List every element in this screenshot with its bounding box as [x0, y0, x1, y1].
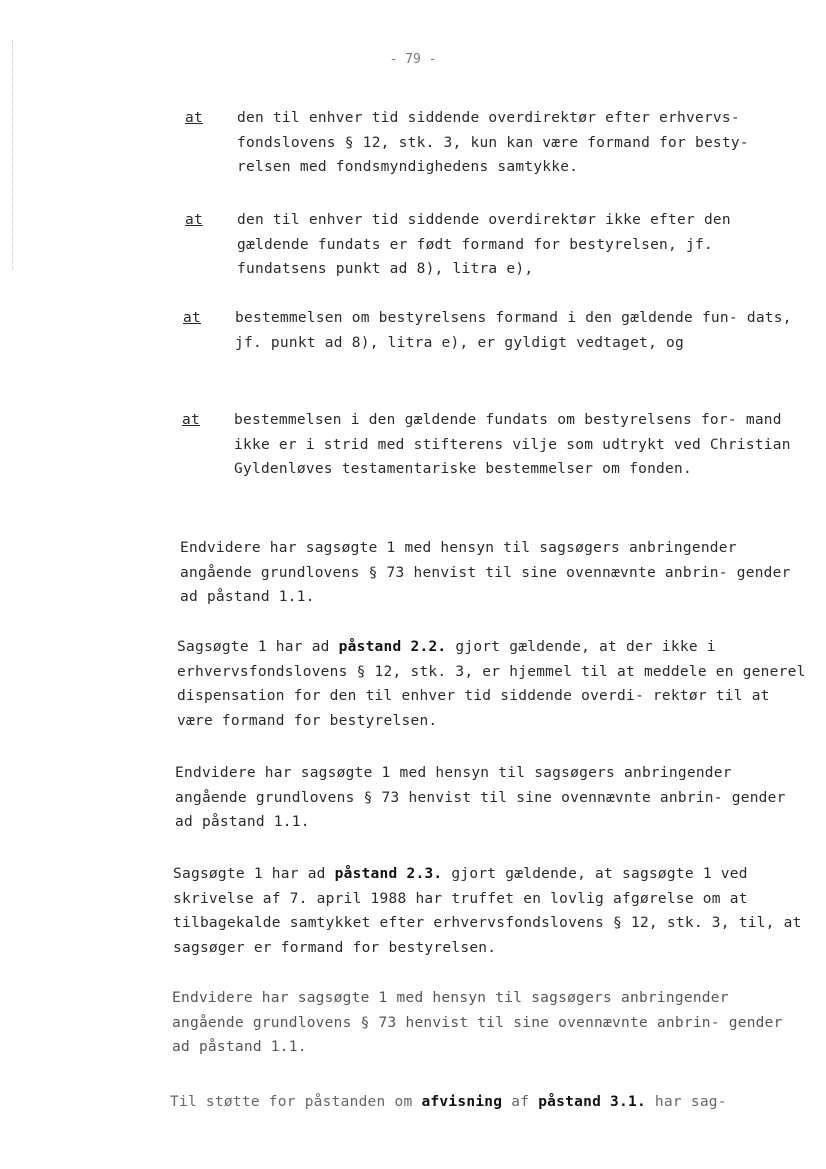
bold-claim-reference: påstand 3.1. — [538, 1094, 646, 1110]
page-number: - 79 - — [389, 52, 437, 67]
bold-claim-reference: påstand 2.3. — [334, 866, 443, 882]
paragraph-4: Sagsøgte 1 har ad påstand 2.3. gjort gældende, at sagsøgte 1 ved skrivelse af 7. april 1988 har truffet en lovlig afgørelse om at tilbagekalde samtykket efter erhvervsfondslovens § 12, stk. 3, til, at sagsøger er formand for bestyrelsen. — [173, 866, 802, 956]
clause-3 — [183, 306, 803, 355]
paragraph-1: Endvidere har sagsøgte 1 med hensyn til sagsøgers anbringender angående grundlovens § 73 henvist til sine ovennævnte anbrin- gender ad påstand 1.1. — [180, 540, 791, 605]
paragraph-6: Til støtte for påstanden om afvisning af påstand 3.1. har sag- — [170, 1094, 727, 1110]
clause-4 — [182, 408, 802, 482]
clause-marker: at — [185, 110, 203, 126]
paragraph-5: Endvidere har sagsøgte 1 med hensyn til sagsøgers anbringender angående grundlovens § 73 henvist til sine ovennævnte anbrin- gender ad påstand 1.1. — [172, 990, 783, 1055]
clause-marker: at — [183, 310, 201, 326]
clause-marker: at — [182, 412, 200, 428]
clause-marker: at — [185, 212, 203, 228]
clause-1 — [185, 106, 805, 180]
bold-dismissal-term: afvisning — [421, 1094, 503, 1110]
clause-text: bestemmelsen i den gældende fundats om bestyrelsens for- mand ikke er i strid med stifterens vilje som udtrykt ved Christian Gyldenløves testamentariske bestemmelser om fonden. — [234, 412, 791, 477]
clause-text: den til enhver tid siddende overdirektør ikke efter den gældende fundats er født formand for bestyrelsen, jf. fundatsens punkt ad 8), litra e), — [237, 212, 731, 277]
clause-text: den til enhver tid siddende overdirektør efter erhvervs- fondslovens § 12, stk. 3, kun kan være formand for besty- relsen med fondsmyndighedens samtykke. — [237, 110, 749, 175]
scan-margin-mark — [12, 40, 13, 270]
clause-2 — [185, 208, 805, 282]
paragraph-3: Endvidere har sagsøgte 1 med hensyn til sagsøgers anbringender angående grundlovens § 73 henvist til sine ovennævnte anbrin- gender ad påstand 1.1. — [175, 765, 786, 830]
paragraph-2: Sagsøgte 1 har ad påstand 2.2. gjort gældende, at der ikke i erhvervsfondslovens § 12, stk. 3, er hjemmel til at meddele en generel dispensation for den til enhver tid siddende overdi- rektør til at være formand for bestyrelsen. — [177, 639, 806, 729]
clause-text: bestemmelsen om bestyrelsens formand i den gældende fun- dats, jf. punkt ad 8), litra e), er gyldigt vedtaget, og — [235, 310, 792, 351]
bold-claim-reference: påstand 2.2. — [338, 639, 447, 655]
